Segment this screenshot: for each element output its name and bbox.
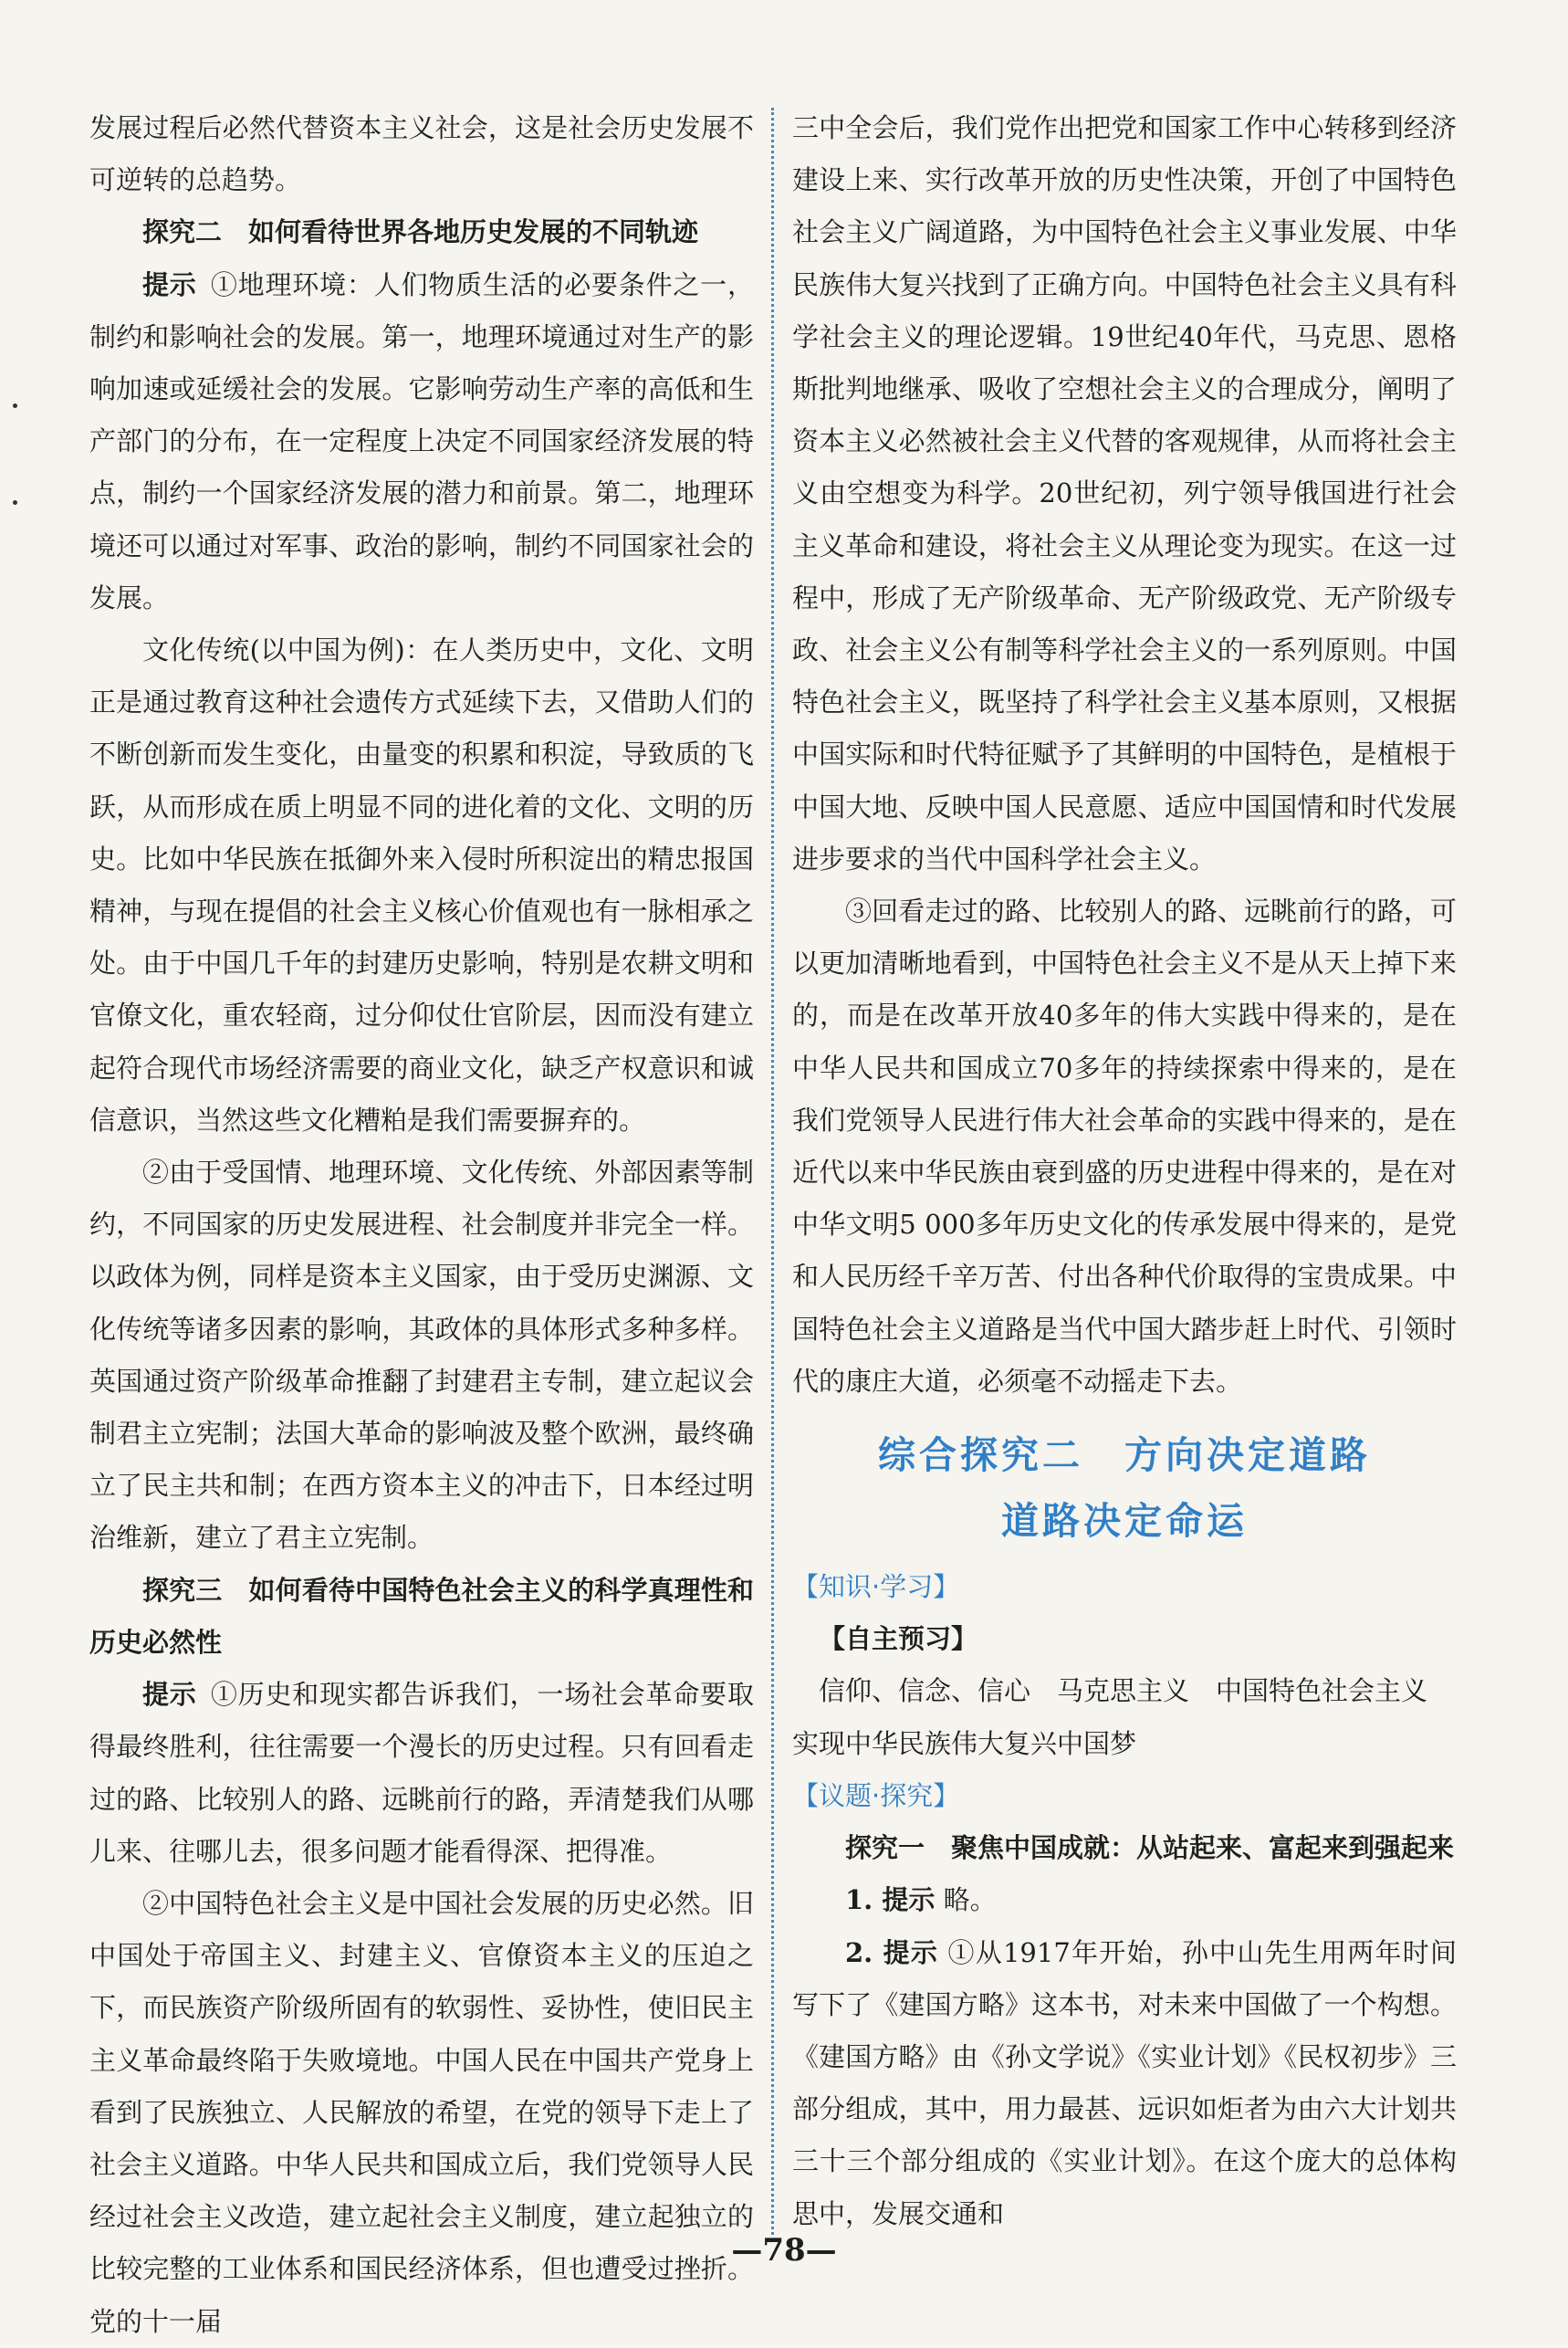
hint-label: 1. 提示 bbox=[845, 1884, 936, 1916]
paragraph: 文化传统(以中国为例)：在人类历史中，文化、文明正是通过教育这种社会遗传方式延续下去，又借助人们的不断创新而发生变化，由量变的积累和积淀，导致质的飞跃，从而形成在质上明显不同的进化着的文化、文明的历史。比如中华民族在抵御外来入侵时所积淀出的精忠报国精神，与现在提倡的社会主义核心价值观也有一脉相承之处。由于中国几千年的封建历史影响，特别是农耕文明和官僚文化，重农轻商，过分仰仗仕官阶层，因而没有建立起符合现代市场经济需要的商业文化，缺乏产权意识和诚信意识，当然这些文化糟粕是我们需要摒弃的。 bbox=[89, 634, 754, 1136]
paragraph: 三中全会后，我们党作出把党和国家工作中心转移到经济建设上来、实行改革开放的历史性决策，开创了中国特色社会主义广阔道路，为中国特色社会主义事业发展、中华民族伟大复兴找到了正确方向。中国特色社会主义具有科学社会主义的理论逻辑。19世纪40年代，马克思、恩格斯批判地继承、吸收了空想社会主义的合理成分，阐明了资本主义必然被社会主义代替的客观规律，从而将社会主义由空想变为科学。20世纪初，列宁领导俄国进行社会主义革命和建设，将社会主义从理论变为现实。在这一过程中，形成了无产阶级革命、无产阶级政党、无产阶级专政、社会主义公有制等科学社会主义的一系列原则。中国特色社会主义，既坚持了科学社会主义基本原则，又根据中国实际和时代特征赋予了其鲜明的中国特色，是植根于中国大地、反映中国人民意愿、适应中国国情和时代发展进步要求的当代中国科学社会主义。 bbox=[792, 112, 1457, 875]
paragraph bbox=[89, 259, 754, 624]
paragraph: ②中国特色社会主义是中国社会发展的历史必然。旧中国处于帝国主义、封建主义、官僚资本主义的压迫之下，而民族资产阶级所固有的软弱性、妥协性，使旧民主主义革命最终陷于失败境地。中国人民在中国共产党身上看到了民族独立、人民解放的希望，在党的领导下走上了社会主义道路。中华人民共和国成立后，我们党领导人民经过社会主义改造，建立起社会主义制度，建立起独立的比较完整的工业体系和国民经济体系，但也遭受过挫折。党的十一届 bbox=[89, 1887, 754, 2337]
paragraph: ③回看走过的路、比较别人的路、远眺前行的路，可以更加清晰地看到，中国特色社会主义不是从天上掉下来的，而是在改革开放40多年的伟大实践中得来的，是在中华人民共和国成立70多年的持续探索中得来的，是在我们党领导人民进行伟大社会革命的实践中得来的，是在近代以来中华民族由衰到盛的历史进程中得来的，是在对中华文明5 000多年历史文化的传承发展中得来的，是党和人民历经千辛万苦、付出各种代价取得的宝贵成果。中国特色社会主义道路是当代中国大踏步赶上时代、引领时代的康庄大道，必须毫不动摇走下去。 bbox=[792, 896, 1457, 1397]
chapter-title-line2: 道路决定命运 bbox=[1001, 1499, 1248, 1544]
hint-text: ①地理环境：人们物质生活的必要条件之一，制约和影响社会的发展。第一，地理环境通过对生产的影响加速或延缓社会的发展。它影响劳动生产率的高低和生产部门的分布，在一定程度上决定不同国家经济发展的特点，制约一个国家经济发展的潜力和前景。第二，地理环境还可以通过对军事、政治的影响，制约不同国家社会的发展。 bbox=[89, 268, 754, 613]
preview-answers-line2: 实现中华民族伟大复兴中国梦 bbox=[792, 1727, 1137, 1759]
page-number: —78— bbox=[731, 2232, 837, 2269]
paragraph: 发展过程后必然代替资本主义社会，这是社会历史发展不可逆转的总趋势。 bbox=[89, 112, 754, 196]
hint-label: 提示 bbox=[142, 268, 197, 300]
paragraph bbox=[89, 1669, 754, 1878]
preview-answers-line1: 信仰、信念、信心 马克思主义 中国特色社会主义 bbox=[819, 1675, 1428, 1707]
chapter-title-line1: 综合探究二 方向决定道路 bbox=[878, 1433, 1371, 1478]
section-tag-knowledge: 【知识·学习】 bbox=[792, 1571, 960, 1603]
hint-text: ①历史和现实都告诉我们，一场社会革命要取得最终胜利，往往需要一个漫长的历史过程。只有回看走过的路、比较别人的路、远眺前行的路，弄清楚我们从哪儿来、往哪儿去，很多问题才能看得深、把得准。 bbox=[89, 1679, 754, 1867]
hint-text: ①从1917年开始，孙中山先生用两年时间写下了《建国方略》这本书，对未来中国做了一个构想。《建国方略》由《孙文学说》《实业计划》《民权初步》三部分组成，其中，用力最甚、远识如炬者为由六大计划共三十三个部分组成的《实业计划》。在这个庞大的总体构思中，发展交通和 bbox=[792, 1936, 1457, 2229]
left-column bbox=[89, 102, 754, 2348]
hint-label: 2. 提示 bbox=[845, 1936, 939, 1968]
column-divider bbox=[771, 108, 774, 2235]
hint-label: 提示 bbox=[142, 1679, 197, 1711]
list-item bbox=[792, 1927, 1457, 2240]
right-column bbox=[792, 102, 1457, 2240]
section-heading: 探究三 如何看待中国特色社会主义的科学真理性和历史必然性 bbox=[89, 1574, 754, 1658]
list-item bbox=[792, 1874, 1457, 1926]
paragraph: ②由于受国情、地理环境、文化传统、外部因素等制约，不同国家的历史发展进程、社会制度并非完全一样。以政体为例，同样是资本主义国家，由于受历史渊源、文化传统等诸多因素的影响，其政体的具体形式多种多样。英国通过资产阶级革命推翻了封建君主专制，建立起议会制君主立宪制；法国大革命的影响波及整个欧洲，最终确立了民主共和制；在西方资本主义的冲击下，日本经过明治维新，建立了君主立宪制。 bbox=[89, 1157, 754, 1554]
section-heading: 探究二 如何看待世界各地历史发展的不同轨迹 bbox=[142, 216, 699, 248]
subsection-tag-preview: 【自主预习】 bbox=[819, 1623, 978, 1655]
hint-text: 略。 bbox=[935, 1884, 997, 1916]
section-heading: 探究一 聚焦中国成就：从站起来、富起来到强起来 bbox=[845, 1832, 1455, 1864]
section-tag-inquiry: 【议题·探究】 bbox=[792, 1779, 960, 1811]
